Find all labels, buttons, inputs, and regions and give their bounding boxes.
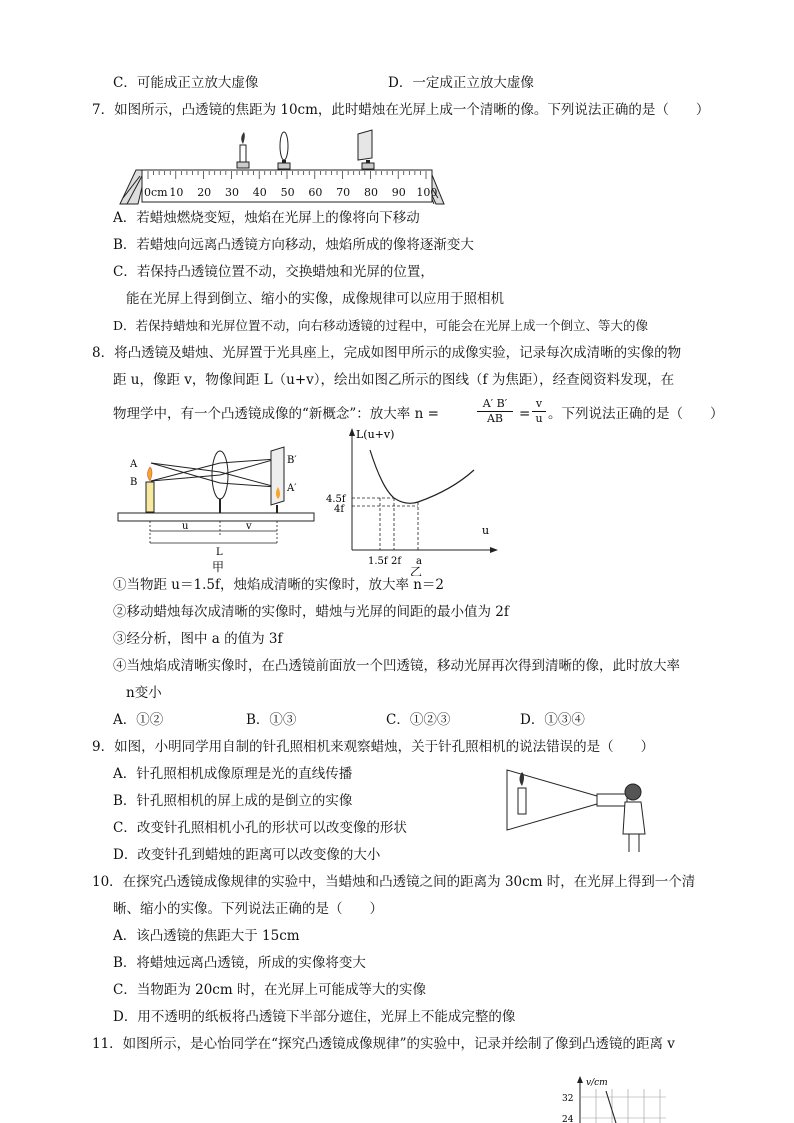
v-axis-label: v/cm <box>586 1078 608 1088</box>
ruler-tick-label: 50 <box>280 186 295 199</box>
y-tick-24: 24 <box>562 1115 574 1123</box>
q6-option-d: D．一定成正立放大虚像 <box>388 75 534 91</box>
q8-statement-3: ③经分析，图中 a 的值为 3f <box>113 631 283 647</box>
candle-icon <box>237 132 249 168</box>
q10-option-d: D．用不透明的纸板将凸透镜下半部分遮住，光屏上不能成完整的像 <box>113 1009 516 1025</box>
vu-fraction <box>532 397 546 426</box>
fraction-numerator: v <box>535 397 543 410</box>
caption-jia: 甲 <box>212 560 225 574</box>
q8-statement-4-line2: n变小 <box>126 685 162 701</box>
q7-option-b: B．若蜡烛向远离凸透镜方向移动，烛焰所成的像将逐渐变大 <box>113 237 474 253</box>
q10-option-b: B．将蜡烛远离凸透镜，所成的实像将变大 <box>113 955 366 971</box>
q9-option-b: B．针孔照相机的屏上成的是倒立的实像 <box>113 793 353 809</box>
q9-option-a: A．针孔照相机成像原理是光的直线传播 <box>113 766 353 782</box>
y-axis-label: L(u+v) <box>356 428 395 441</box>
ruler-tick-label: 40 <box>252 186 267 199</box>
q9-option-c: C．改变针孔照相机小孔的形状可以改变像的形状 <box>113 820 407 836</box>
ruler-tick-label: 90 <box>391 186 406 199</box>
q8-option-a: A．①② <box>113 712 164 728</box>
q7-option-c-line2: 能在光屏上得到倒立、缩小的实像，成像规律可以应用于照相机 <box>126 291 504 307</box>
q8-option-b: B．①③ <box>246 712 297 728</box>
label-a-prime: A′ <box>287 483 297 494</box>
fraction-numerator: A′ B′ <box>482 397 508 410</box>
label-b-prime: B′ <box>287 455 297 466</box>
convex-lens-icon <box>278 132 290 169</box>
q11-stem: 11．如图所示，是心怡同学在“探究凸透镜成像规律”的实验中，记录并绘制了像到凸透镜的距离 v <box>92 1036 675 1052</box>
q8-statement-4-line1: ④当烛焰成清晰实像时，在凸透镜前面放一个凹透镜，移动光屏再次得到清晰的像，此时放大率 <box>113 658 680 674</box>
figure-jia-lens-setup <box>116 445 316 575</box>
q10-option-c: C．当物距为 20cm 时，在光屏上可能成等大的实像 <box>113 982 426 998</box>
pinhole-camera-figure <box>505 768 655 854</box>
q9-stem: 9．如图，小明同学用自制的针孔照相机来观察蜡烛，关于针孔照相机的说法错误的是（ ） <box>92 739 655 755</box>
q7-option-d: D．若保持蜡烛和光屏位置不动，向右移动透镜的过程中，可能会在光屏上成一个倒立、等大的像 <box>113 318 649 333</box>
label-a: A <box>130 459 138 470</box>
label-l: L <box>216 547 223 558</box>
y-tick-4-5f: 4.5f <box>326 494 346 505</box>
fraction-denominator: u <box>532 411 546 426</box>
caption-yi: 乙 <box>410 565 423 576</box>
optical-bench-figure <box>118 128 448 208</box>
ruler-tick-label: 100 <box>416 186 438 199</box>
q10-option-a: A．该凸透镜的焦距大于 15cm <box>113 928 300 944</box>
y-tick-32: 32 <box>562 1094 574 1104</box>
q8-statement-1: ①当物距 u＝1.5f，烛焰成清晰的实像时，放大率 n＝2 <box>113 577 445 593</box>
light-screen-icon <box>358 130 374 169</box>
q7-stem: 7．如图所示，凸透镜的焦距为 10cm，此时蜡烛在光屏上成一个清晰的像。下列说法正确的是（ ） <box>92 102 710 118</box>
q7-option-c-line1: C．若保持凸透镜位置不动，交换蜡烛和光屏的位置， <box>113 264 434 280</box>
label-b: B <box>130 477 138 488</box>
magnification-fraction <box>477 397 513 426</box>
y-tick-4f: 4f <box>334 504 345 515</box>
x-tick-2f: 2f <box>391 556 402 567</box>
ruler-tick-label: 0cm <box>144 186 168 199</box>
x-axis-label: u <box>482 524 490 537</box>
q8-stem-line3b: 。下列说法正确的是（ ） <box>548 406 724 422</box>
x-tick-1-5f: 1.5f <box>368 556 388 567</box>
q8-stem-line1: 8．将凸透镜及蜡烛、光屏置于光具座上，完成如图甲所示的成像实验，记录每次成清晰的实像的物 <box>92 345 682 361</box>
q8-stem-line3a: 物理学中，有一个凸透镜成像的“新概念”：放大率 n = <box>113 406 439 422</box>
equals-sign: = <box>519 406 531 422</box>
ruler-tick-label: 30 <box>225 186 239 199</box>
ruler-tick-label: 20 <box>197 186 212 199</box>
figure-yi-graph <box>322 424 502 576</box>
q8-option-c: C．①②③ <box>386 712 451 728</box>
q11-graph-partial <box>556 1073 676 1123</box>
q7-option-a: A．若蜡烛燃烧变短，烛焰在光屏上的像将向下移动 <box>113 210 420 226</box>
fraction-denominator: AB <box>477 411 513 426</box>
label-u: u <box>182 521 189 532</box>
q6-option-c: C．可能成正立放大虚像 <box>113 75 259 91</box>
q10-stem-line1: 10．在探究凸透镜成像规律的实验中，当蜡烛和凸透镜之间的距离为 30cm 时，在光屏上得到一个清 <box>92 874 696 890</box>
q10-stem-line2: 晰、缩小的实像。下列说法正确的是（ ） <box>113 901 383 917</box>
ruler-tick-label: 70 <box>336 186 351 199</box>
q8-stem-line2: 距 u，像距 v，物像间距 L（u+v），绘出如图乙所示的图线（f 为焦距），经查阅资料发现，在 <box>113 372 675 388</box>
ruler-tick-label: 10 <box>169 186 184 199</box>
ruler-tick-label: 60 <box>308 186 323 199</box>
lu-curve <box>370 450 474 503</box>
label-v: v <box>246 521 252 532</box>
q9-option-d: D．改变针孔到蜡烛的距离可以改变像的大小 <box>113 847 381 863</box>
q8-statement-2: ②移动蜡烛每次成清晰的实像时，蜡烛与光屏的间距的最小值为 2f <box>113 604 509 620</box>
q8-option-d: D．①③④ <box>520 712 585 728</box>
ruler-tick-label: 80 <box>364 186 378 199</box>
person-icon <box>623 784 645 852</box>
x-tick-a: a <box>416 556 422 567</box>
